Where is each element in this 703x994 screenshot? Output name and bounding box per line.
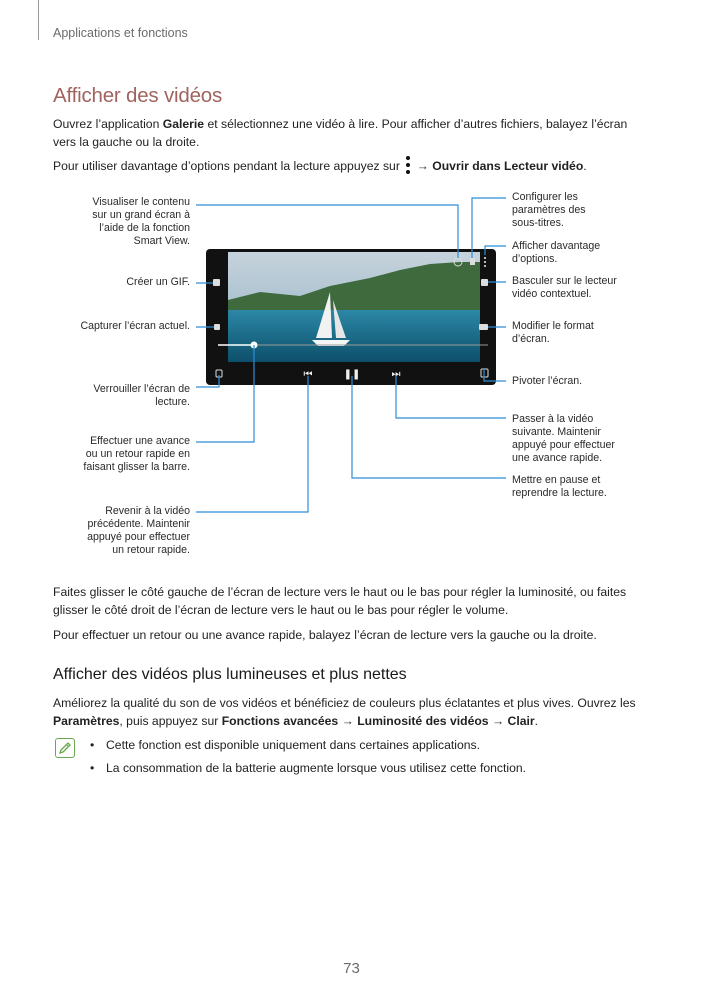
callout-previous: Revenir à la vidéo précédente. Maintenir appuyé pour effectuer un retour rapide. [87, 505, 190, 556]
popup-player-icon[interactable] [481, 279, 488, 286]
callout-lock: Verrouiller l’écran de lecture. [93, 383, 190, 408]
intro-paragraph-2: Pour utiliser davantage d’options pendant la lecture appuyez sur → Ouvrir dans Lecteur vidéo. [53, 156, 653, 175]
callout-pause: Mettre en pause et reprendre la lecture. [512, 474, 607, 499]
capture-icon[interactable] [214, 324, 220, 330]
gif-icon[interactable] [213, 279, 220, 286]
note-item-1: • Cette fonction est disponible uniquement dans certaines applications. [90, 738, 480, 752]
callout-next: Passer à la vidéo suivante. Maintenir appuyé pour effectuer une avance rapide. [512, 413, 615, 464]
callout-gif: Créer un GIF. [126, 276, 190, 288]
callout-capture: Capturer l’écran actuel. [80, 320, 190, 332]
rotate-small-icon [470, 258, 475, 265]
line-pause [352, 376, 506, 478]
callout-smart-view: Visualiser le contenu sur un grand écran à l’aide de la fonction Smart View. [92, 196, 190, 247]
section-header: Applications et fonctions [53, 26, 188, 40]
page-number: 73 [343, 960, 360, 977]
pause-button[interactable]: ❚❚ [343, 369, 361, 380]
callout-rotate: Pivoter l’écran. [512, 375, 583, 387]
note-pencil-icon [55, 738, 75, 758]
aspect-ratio-icon[interactable] [479, 324, 488, 330]
subsection-title: Afficher des vidéos plus lumineuses et plus nettes [53, 666, 407, 683]
callout-subtitles: Configurer les paramètres des sous-titres. [512, 191, 586, 229]
intro-paragraph-1: Ouvrez l’application Galerie et sélectionnez une vidéo à lire. Pour afficher d’autres fichiers, balayez l’écran vers la gauche ou la droite. [53, 117, 628, 149]
video-sea [228, 310, 480, 362]
previous-video-button[interactable]: ⏮ [303, 369, 313, 380]
line-previous [196, 376, 308, 512]
callout-more: Afficher davantage d’options. [512, 240, 601, 265]
callout-ratio: Modifier le format d’écran. [512, 320, 594, 345]
subsection-paragraph: Améliorez la qualité du son de vos vidéos et bénéficiez de couleurs plus éclatantes et plus vives. Ouvrez les Paramètres, puis appuyez sur Fonctions avancées → Luminosité des vidéos → Clair. [53, 696, 636, 728]
callout-popup: Basculer sur le lecteur vidéo contextuel. [512, 275, 617, 300]
body-paragraph-seek: Pour effectuer un retour ou une avance rapide, balayez l’écran de lecture vers la gauche ou la droite. [53, 628, 597, 642]
callout-seek: Effectuer une avance ou un retour rapide en faisant glisser la barre. [83, 435, 190, 473]
next-video-button[interactable]: ⏭ [391, 369, 401, 380]
page-title: Afficher des vidéos [53, 84, 223, 107]
body-paragraph-brightness: Faites glisser le côté gauche de l’écran de lecture vers le haut ou le bas pour régler la luminosité, ou faites glisser le côté droit de l’écran de lecture vers le haut ou le bas pour régler le volume. [53, 585, 627, 617]
note-item-2: • La consommation de la batterie augmente lorsque vous utilisez cette fonction. [90, 761, 527, 775]
